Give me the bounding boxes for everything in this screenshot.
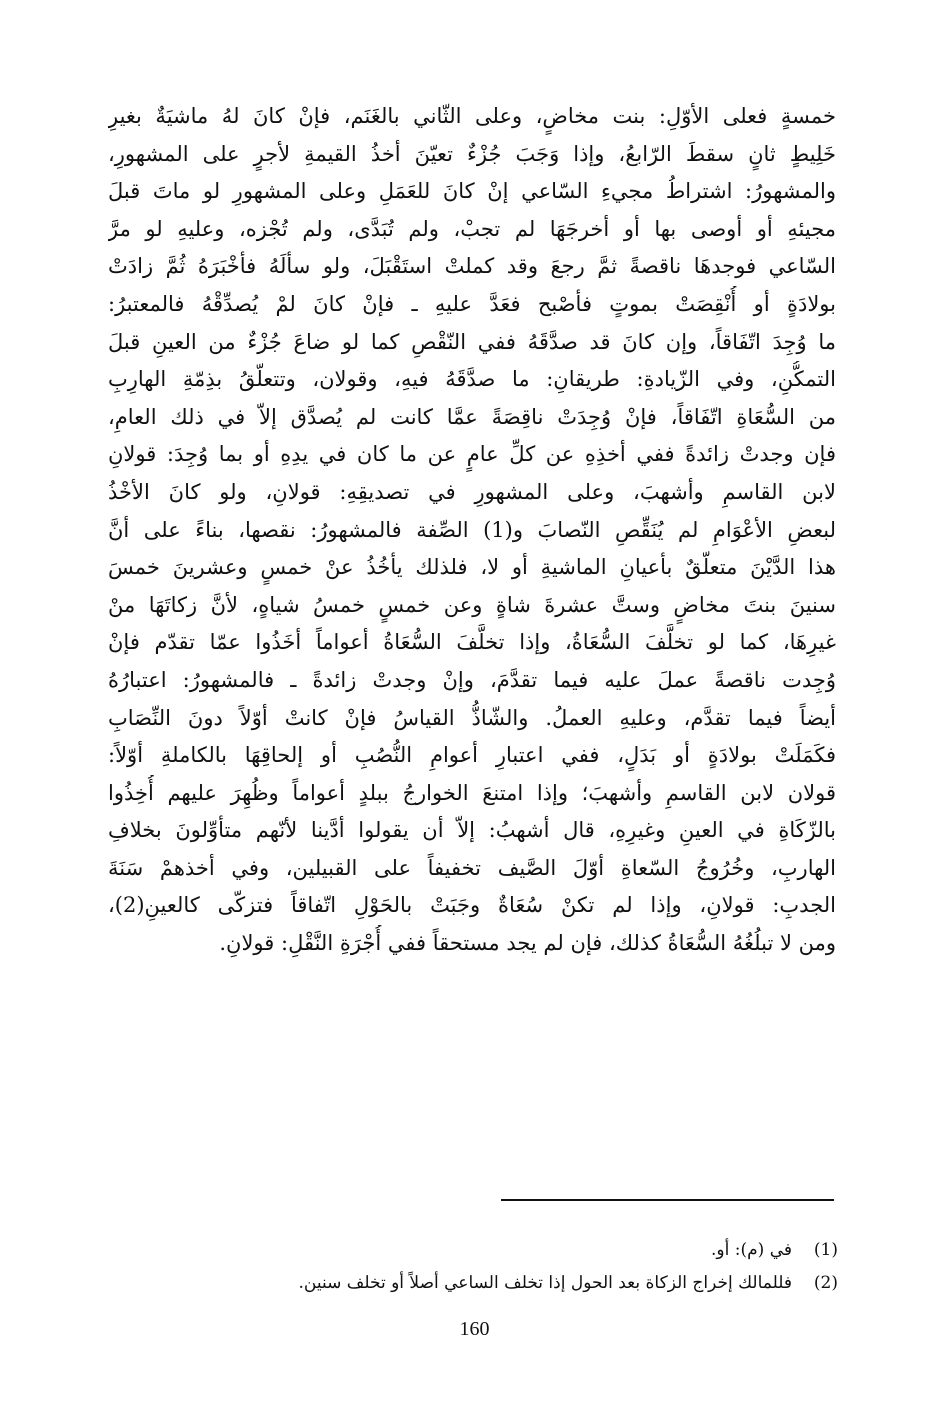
footnote-separator [501,1199,834,1201]
text-line: وُجِدت ناقصةً عملَ عليه فيما تقدَّمَ، وإنْ وجدتْ زائدةً ـ فالمشهورُ: اعتبارُهُ [108,667,836,692]
page-number: 160 [459,1318,490,1340]
text-line: لابن القاسمِ وأشهبَ، وعلى المشهورِ في تصديقِهِ: قولانِ، ولو كانَ الأخْذُ [108,479,836,504]
footnotes [180,1234,838,1300]
text-line: الجدبِ: قولانِ، وإذا لم تكنْ سُعَاةٌ وجَبَتْ بالحَوْلِ اتّفاقاً فتزكّى كالعينِ(2)، [108,893,836,918]
text-line: من السُّعَاةِ اتّفَاقاً، فإنْ وُجِدَتْ ناقِصَةً عمَّا كانت لم يُصدَّق إلاّ في ذلك العامِ، [108,404,836,429]
text-line: فإن وجدتْ زائدةً ففي أخذِهِ عن كلِّ عامٍ عن ما كان في يدِهِ أو بما وُجِدَ: قولانِ [108,442,836,467]
text-line: غيرِهَا، كما لو تخلَّفَ السُّعَاةُ، وإذا تخلَّفَ السُّعَاةُ أعواماً أخَذُوا عمّا تقدّم فإنْ [108,630,836,655]
text-line: والمشهورُ: اشتراطُ مجيءِ السّاعي إنْ كانَ للعَمَلِ وعلى المشهورِ لو ماتَ قبلَ [108,179,836,204]
text-line: أيضاً فيما تقدَّم، وعليهِ العملُ. والشّاذُّ القياسُ فإنْ كانتْ أوّلاً دونَ النِّصَابِ [108,705,836,730]
footnote [180,1267,838,1300]
footnote-number: (1) [813,1240,838,1260]
footnote-text: في (م): أو. [711,1240,792,1260]
text-line: لبعضِ الأعْوَامِ لم يُنَقِّصِ النّصابَ و(1) الصِّفة فالمشهورُ: نقصها، بناءً على أنَّ [108,517,836,542]
main-text-block [108,98,836,963]
text-line: خَلِيطٍ ثانٍ سقطَ الرّابعُ، وإذا وَجَبَ جُزْءٌ تعيّنَ أخذُ القيمةِ لأجرٍ على المشهورِ، [108,141,836,166]
footnote-number: (2) [813,1273,838,1293]
text-line: الهاربِ، وخُرُوجُ السّعاةِ أوّلَ الصَّيف تخفيفاً على القبيلين، وفي أخذهمْ سَنَةَ [108,855,836,880]
text-line: بولادَةٍ أو أُنْقِصَتْ بموتٍ فأصْبح فعَدَّ عليهِ ـ فإنْ كانَ لمْ يُصدِّقْهُ فالمعتبرُ: [108,291,836,316]
text-line: بالزّكَاةِ في العينِ وغيرِهِ، قال أشهبُ: إلاّ أن يقولوا أدَّينا لأنّهم متأوِّلونَ بخلافِ [108,818,836,843]
text-line: ما وُجِدَ اتّفَاقاً، وإن كانَ قد صدَّقَهُ ففي النّقْصِ كما لو ضاعَ جُزْءٌ من العينِ قبلَ [108,329,836,354]
text-line: السّاعي فوجدهَا ناقصةً ثمَّ رجعَ وقد كملتْ استَقْبَلَ، ولو سألَهُ فأخْبَرَهُ ثُمَّ زادَتْ [108,254,836,279]
text-line: قولان لابن القاسمِ وأشهبَ؛ وإذا امتنعَ الخوارجُ ببلدٍ أعواماً وظُهِرَ عليهم أُخِذُوا [108,780,836,805]
footnote [180,1234,838,1267]
text-line: هذا الدَّيْنَ متعلّقٌ بأعيانِ الماشيةِ أو لا، فلذلك يأخُذُ عنْ خمسٍ وعشرينَ خمسَ [108,555,836,580]
text-line: مجيئهِ أو أوصى بها أو أخرجَهَا لم تجبْ، ولم تُبَدَّى، ولم تُجْزه، وعليهِ لو مرَّ [108,216,836,241]
text-line: سنينَ بنتَ مخاضٍ وستَّ عشرةَ شاةٍ وعن خمسٍ خمسُ شياهٍ، لأنَّ زكاتَهَا منْ [108,592,836,617]
footnote-text: فللمالك إخراج الزكاة بعد الحول إذا تخلف الساعي أصلاً أو تخلف سنين. [298,1273,792,1293]
text-line: فكَمَلَتْ بولادَةٍ أو بَدَلٍ، ففي اعتبارِ أعوامِ النُّصُبِ أو إلحاقِهَا بالكاملةِ أوّلاً: [108,743,836,768]
text-line: خمسةٍ فعلى الأوّلِ: بنت مخاضٍ، وعلى الثّاني بالغَنَم، فإنْ كانَ لهُ ماشيَةٌ بغيرِ [108,104,836,128]
text-line: ومن لا تبلُغُهُ السُّعَاةُ كذلك، فإن لم يجد مستحقاً ففي أُجْرَةِ النَّقْلِ: قولانِ. [219,931,836,956]
text-line: التمكُّنِ، وفي الزّيادةِ: طريقانِ: ما صدَّقَهُ فيهِ، وقولان، وتتعلّقُ بذِمّةِ الهارِبِ [108,367,836,392]
